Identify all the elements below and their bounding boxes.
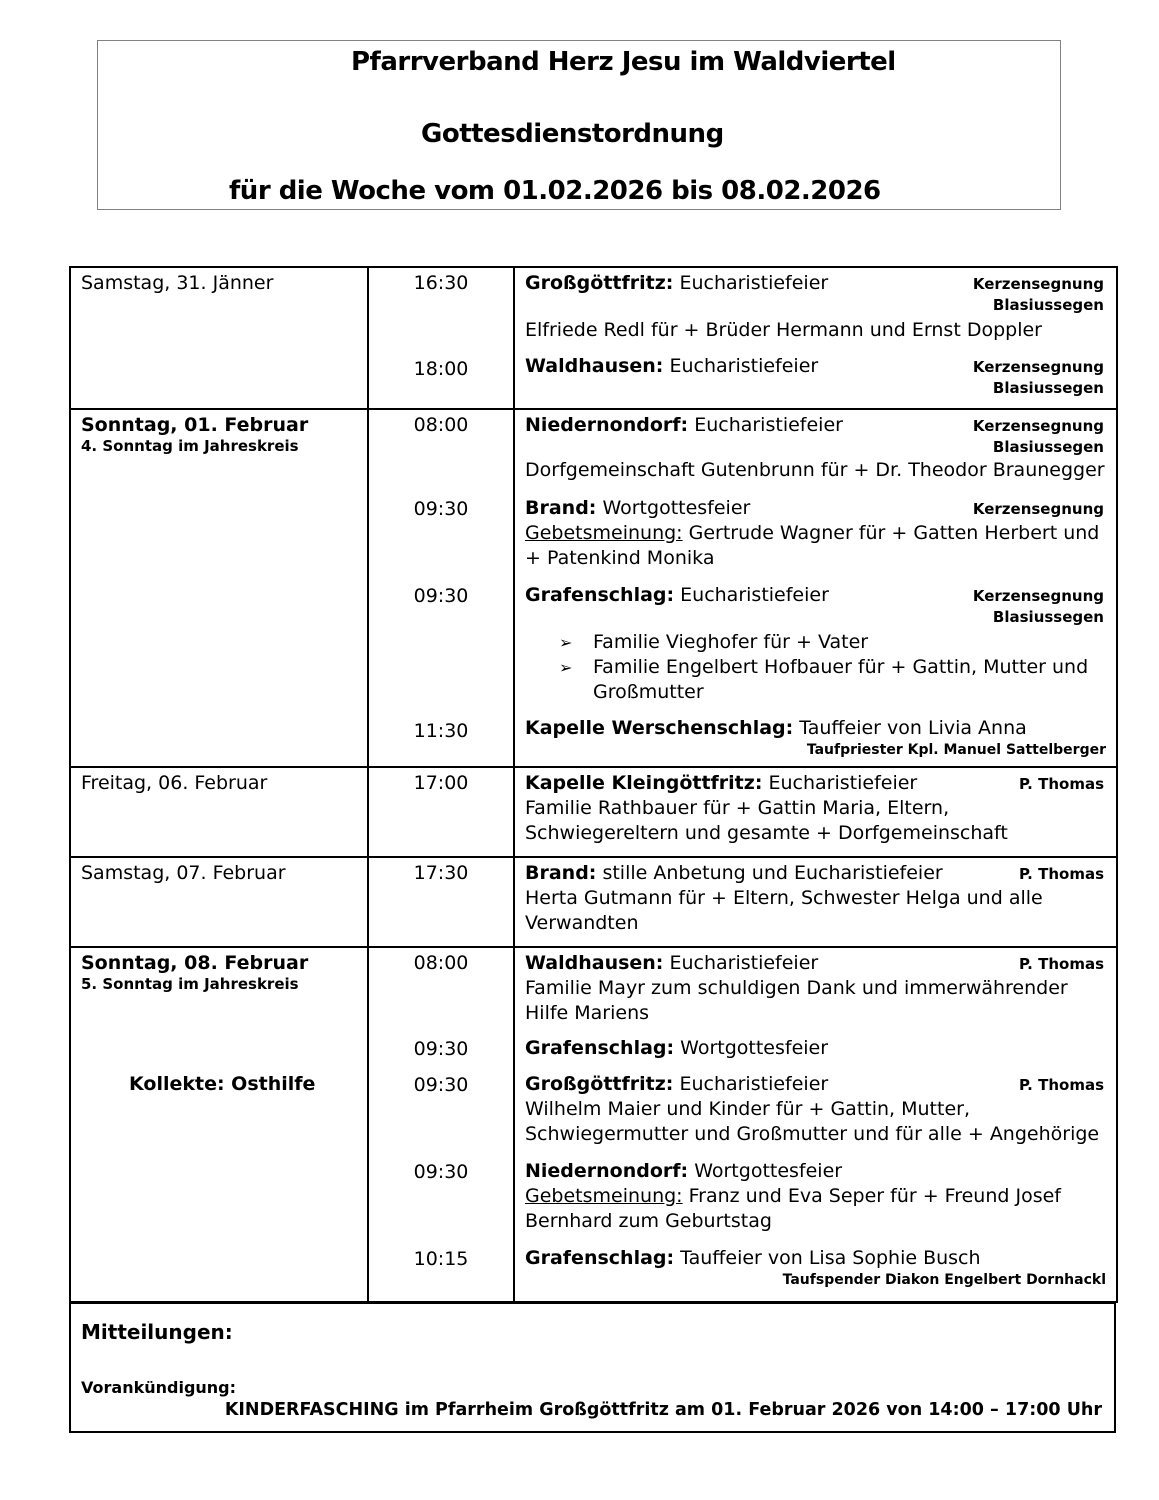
intention-text: Franz und Eva Seper für + Freund Josef Bernhard zum Geburtstag bbox=[525, 1185, 1062, 1232]
event-time: 10:15 bbox=[413, 1248, 469, 1270]
event bbox=[525, 771, 1106, 846]
note-blasiussegen: Blasiussegen bbox=[992, 438, 1104, 456]
event-location: Brand: bbox=[525, 497, 597, 519]
event bbox=[525, 354, 1106, 397]
event-location: Waldhausen: bbox=[525, 355, 664, 377]
time-cell bbox=[368, 947, 514, 1302]
event-time: 08:00 bbox=[413, 414, 469, 436]
note-kerzensegnung: Kerzensegnung bbox=[972, 587, 1104, 605]
schedule-table bbox=[69, 266, 1118, 1303]
event bbox=[525, 413, 1106, 483]
event-time: 09:30 bbox=[413, 498, 469, 520]
event-note bbox=[973, 499, 1104, 520]
day-label: Samstag, 31. Jänner bbox=[81, 272, 274, 294]
event-service: Wortgottesfeier bbox=[596, 497, 751, 519]
time-cell bbox=[368, 857, 514, 947]
time-cell bbox=[368, 409, 514, 767]
note-priest: P. Thomas bbox=[1018, 955, 1104, 973]
table-row bbox=[70, 767, 1117, 857]
note-priest: P. Thomas bbox=[1018, 865, 1104, 883]
event-service: stille Anbetung und Eucharistiefeier bbox=[596, 862, 943, 884]
preview-label: Vorankündigung: bbox=[81, 1378, 237, 1397]
week-range: für die Woche vom 01.02.2026 bis 08.02.2026 bbox=[229, 176, 881, 206]
event bbox=[525, 496, 1106, 571]
event-intention: Familie Rathbauer für + Gattin Maria, Eltern, Schwiegereltern und gesamte + Dorfgemeinschaft bbox=[525, 797, 1008, 844]
event-note bbox=[1019, 774, 1104, 795]
officiant: Taufpriester Kpl. Manuel Sattelberger bbox=[806, 742, 1106, 758]
event-intention: Familie Mayr zum schuldigen Dank und immerwährender Hilfe Mariens bbox=[525, 977, 1068, 1024]
events-cell bbox=[514, 947, 1117, 1302]
note-kerzensegnung: Kerzensegnung bbox=[972, 275, 1104, 293]
event-time: 17:30 bbox=[413, 862, 469, 884]
kollekte-label: Kollekte: Osthilfe bbox=[129, 1073, 316, 1095]
event-service: Eucharistiefeier bbox=[663, 355, 819, 377]
announcements-title: Mitteilungen: bbox=[81, 1320, 233, 1344]
day-label: Samstag, 07. Februar bbox=[81, 862, 286, 884]
event-note bbox=[973, 416, 1104, 458]
officiant: Taufspender Diakon Engelbert Dornhackl bbox=[782, 1272, 1106, 1288]
event-note bbox=[973, 357, 1104, 399]
event bbox=[525, 583, 1106, 705]
day-label: Sonntag, 08. Februar bbox=[81, 952, 309, 974]
event-location: Grafenschlag: bbox=[525, 1037, 675, 1059]
note-kerzensegnung: Kerzensegnung bbox=[972, 358, 1104, 376]
event-location: Niedernondorf: bbox=[525, 1160, 689, 1182]
event-note bbox=[1019, 864, 1104, 885]
parish-title: Pfarrverband Herz Jesu im Waldviertel bbox=[351, 47, 896, 77]
note-blasiussegen: Blasiussegen bbox=[992, 296, 1104, 314]
event-service: Eucharistiefeier bbox=[688, 414, 843, 436]
note-blasiussegen: Blasiussegen bbox=[992, 608, 1104, 626]
intention-label: Gebetsmeinung: bbox=[525, 1185, 683, 1207]
intention-text: Gertrude Wagner für + Gatten Herbert und + Patenkind Monika bbox=[525, 522, 1100, 569]
event-location: Grafenschlag: bbox=[525, 1247, 675, 1269]
note-priest: P. Thomas bbox=[1018, 775, 1104, 793]
event-note bbox=[1019, 1075, 1104, 1096]
event-location: Waldhausen: bbox=[525, 952, 664, 974]
event-time: 09:30 bbox=[413, 1161, 469, 1183]
event-time: 09:30 bbox=[413, 1074, 469, 1096]
event-location: Großgöttfritz: bbox=[525, 272, 674, 294]
event-location: Grafenschlag: bbox=[525, 584, 675, 606]
document-title: Gottesdienstordnung bbox=[421, 119, 724, 149]
intention-text: Familie Engelbert Hofbauer für + Gattin, Mutter und Großmutter bbox=[593, 656, 1089, 703]
event-service: Wortgottesfeier bbox=[688, 1160, 843, 1182]
event-service: Wortgottesfeier bbox=[674, 1037, 829, 1059]
intention-text: Familie Vieghofer für + Vater bbox=[593, 631, 869, 653]
list-item bbox=[525, 655, 1106, 705]
intention-list bbox=[525, 630, 1106, 705]
announcements-box bbox=[69, 1302, 1116, 1433]
liturgical-day: 4. Sonntag im Jahreskreis bbox=[81, 437, 299, 455]
note-blasiussegen: Blasiussegen bbox=[992, 379, 1104, 397]
list-item bbox=[525, 630, 1106, 655]
event bbox=[525, 1036, 1106, 1061]
events-cell bbox=[514, 857, 1117, 947]
day-cell bbox=[70, 947, 368, 1302]
event-time: 09:30 bbox=[413, 585, 469, 607]
day-label: Freitag, 06. Februar bbox=[81, 772, 268, 794]
table-row bbox=[70, 409, 1117, 767]
event-note bbox=[973, 274, 1104, 316]
event bbox=[525, 861, 1106, 936]
event-intention: Herta Gutmann für + Eltern, Schwester Helga und alle Verwandten bbox=[525, 887, 1043, 934]
intention-label: Gebetsmeinung: bbox=[525, 522, 683, 544]
note-priest: P. Thomas bbox=[1018, 1076, 1104, 1094]
event-note bbox=[973, 586, 1104, 628]
time-cell bbox=[368, 767, 514, 857]
table-row bbox=[70, 857, 1117, 947]
event bbox=[525, 716, 1106, 759]
event-intention: Elfriede Redl für + Brüder Hermann und Ernst Doppler bbox=[525, 319, 1042, 341]
header-box bbox=[97, 40, 1061, 210]
liturgical-day: 5. Sonntag im Jahreskreis bbox=[81, 975, 299, 993]
preview-text: KINDERFASCHING im Pfarrheim Großgöttfritz am 01. Februar 2026 von 14:00 – 17:00 Uhr bbox=[224, 1400, 1102, 1420]
event-time: 11:30 bbox=[413, 720, 469, 742]
table-row bbox=[70, 947, 1117, 1302]
event-service: Eucharistiefeier bbox=[673, 1073, 829, 1095]
event-time: 08:00 bbox=[413, 952, 469, 974]
event bbox=[525, 1246, 1106, 1289]
event-service: Eucharistiefeier bbox=[673, 272, 829, 294]
events-cell bbox=[514, 767, 1117, 857]
event-service: Tauffeier von Livia Anna bbox=[793, 717, 1027, 739]
event bbox=[525, 1072, 1106, 1147]
event-service: Eucharistiefeier bbox=[674, 584, 829, 606]
event-time: 16:30 bbox=[413, 272, 469, 294]
time-cell bbox=[368, 267, 514, 409]
event-location: Kapelle Werschenschlag: bbox=[525, 717, 794, 739]
day-cell bbox=[70, 767, 368, 857]
event-time: 17:00 bbox=[413, 772, 469, 794]
event-intention: Wilhelm Maier und Kinder für + Gattin, Mutter, Schwiegermutter und Großmutter und für alle + Angehörige bbox=[525, 1098, 1100, 1145]
event-note bbox=[1019, 954, 1104, 975]
note-kerzensegnung: Kerzensegnung bbox=[972, 417, 1104, 435]
event-intention bbox=[525, 521, 1106, 571]
event-time: 18:00 bbox=[413, 358, 469, 380]
events-cell bbox=[514, 409, 1117, 767]
event-intention: Dorfgemeinschaft Gutenbrunn für + Dr. Theodor Braunegger bbox=[525, 459, 1105, 481]
event-location: Brand: bbox=[525, 862, 597, 884]
event-service: Eucharistiefeier bbox=[663, 952, 819, 974]
event bbox=[525, 951, 1106, 1026]
event bbox=[525, 1159, 1106, 1234]
event-service: Eucharistiefeier bbox=[762, 772, 918, 794]
day-cell bbox=[70, 267, 368, 409]
arrow-bullet-icon: ➢ bbox=[559, 658, 573, 677]
event-location: Kapelle Kleingöttfritz: bbox=[525, 772, 763, 794]
event-service: Tauffeier von Lisa Sophie Busch bbox=[674, 1247, 981, 1269]
event bbox=[525, 271, 1106, 343]
event-intention bbox=[525, 1184, 1106, 1234]
event-location: Niedernondorf: bbox=[525, 414, 689, 436]
day-label: Sonntag, 01. Februar bbox=[81, 414, 309, 436]
event-location: Großgöttfritz: bbox=[525, 1073, 674, 1095]
event-time: 09:30 bbox=[413, 1038, 469, 1060]
arrow-bullet-icon: ➢ bbox=[559, 633, 573, 652]
day-cell bbox=[70, 409, 368, 767]
events-cell bbox=[514, 267, 1117, 409]
day-cell bbox=[70, 857, 368, 947]
note-kerzensegnung: Kerzensegnung bbox=[972, 500, 1104, 518]
table-row bbox=[70, 267, 1117, 409]
